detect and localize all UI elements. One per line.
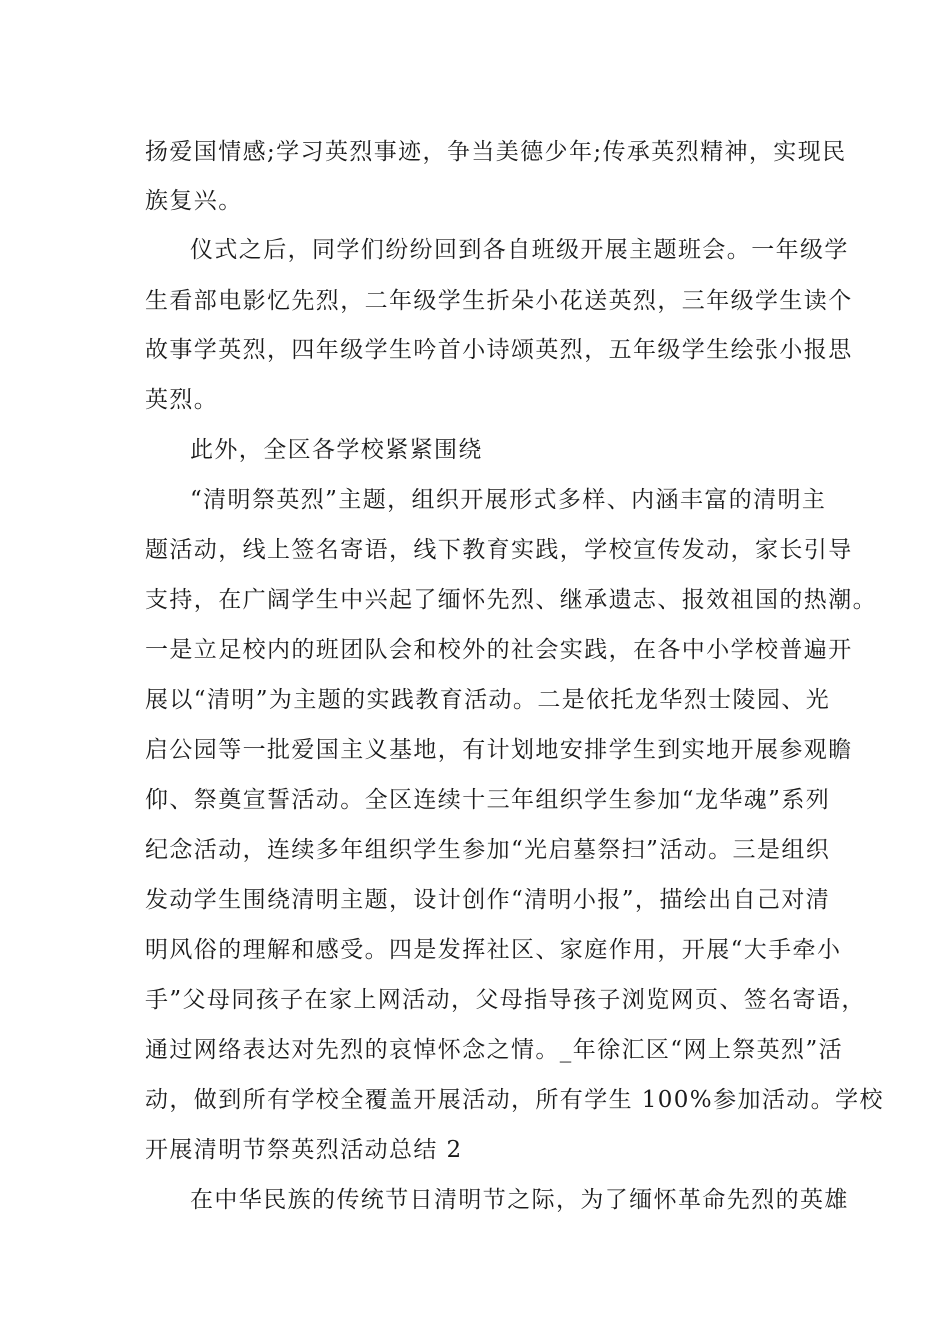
text-line: 一是立足校内的班团队会和校外的社会实践，在各中小学校普遍开 <box>145 637 853 663</box>
text-line: 明风俗的理解和感受。四是发挥社区、家庭作用，开展“大手牵小 <box>145 937 842 963</box>
text-line: 扬爱国情感;学习英烈事迹，争当美德少年;传承英烈精神，实现民 <box>145 139 847 165</box>
text-line: 族复兴。 <box>145 188 243 214</box>
text-line: 手”父母同孩子在家上网活动，父母指导孩子浏览网页、签名寄语， <box>145 987 866 1013</box>
text-line: 纪念活动，连续多年组织学生参加“光启墓祭扫”活动。三是组织 <box>145 837 831 863</box>
paragraph-start-line: 在中华民族的传统节日清明节之际，为了缅怀革命先烈的英雄 <box>190 1187 849 1213</box>
text-line: 生看部电影忆先烈，二年级学生折朵小花送英烈，三年级学生读个 <box>145 288 853 314</box>
paragraph-start-line: 仪式之后，同学们纷纷回到各自班级开展主题班会。一年级学 <box>190 237 849 263</box>
text-line: 英烈。 <box>145 387 219 413</box>
paragraph-start-line: 此外，全区各学校紧紧围绕 <box>190 437 483 463</box>
text-line: 题活动，线上签名寄语，线下教育实践，学校宣传发动，家长引导 <box>145 537 853 563</box>
text-line: 发动学生围绕清明主题，设计创作“清明小报”，描绘出自己对清 <box>145 887 831 913</box>
text-line: 通过网络表达对先烈的哀悼怀念之情。_年徐汇区“网上祭英烈”活 <box>145 1037 844 1063</box>
text-line: 动，做到所有学校全覆盖开展活动，所有学生 100%参加活动。学校 <box>145 1087 884 1113</box>
paragraph-start-line: “清明祭英烈”主题，组织开展形式多样、内涵丰富的清明主 <box>190 487 827 513</box>
section-heading-line: 开展清明节祭英烈活动总结 2 <box>145 1137 463 1163</box>
text-line: 故事学英烈，四年级学生吟首小诗颂英烈，五年级学生绘张小报思 <box>145 337 853 363</box>
text-line: 启公园等一批爱国主义基地，有计划地安排学生到实地开展参观瞻 <box>145 737 853 763</box>
text-line: 支持，在广阔学生中兴起了缅怀先烈、继承遗志、报效祖国的热潮。 <box>145 587 877 613</box>
text-line: 展以“清明”为主题的实践教育活动。二是依托龙华烈士陵园、光 <box>145 687 831 713</box>
text-line: 仰、祭奠宣誓活动。全区连续十三年组织学生参加“龙华魂”系列 <box>145 787 831 813</box>
